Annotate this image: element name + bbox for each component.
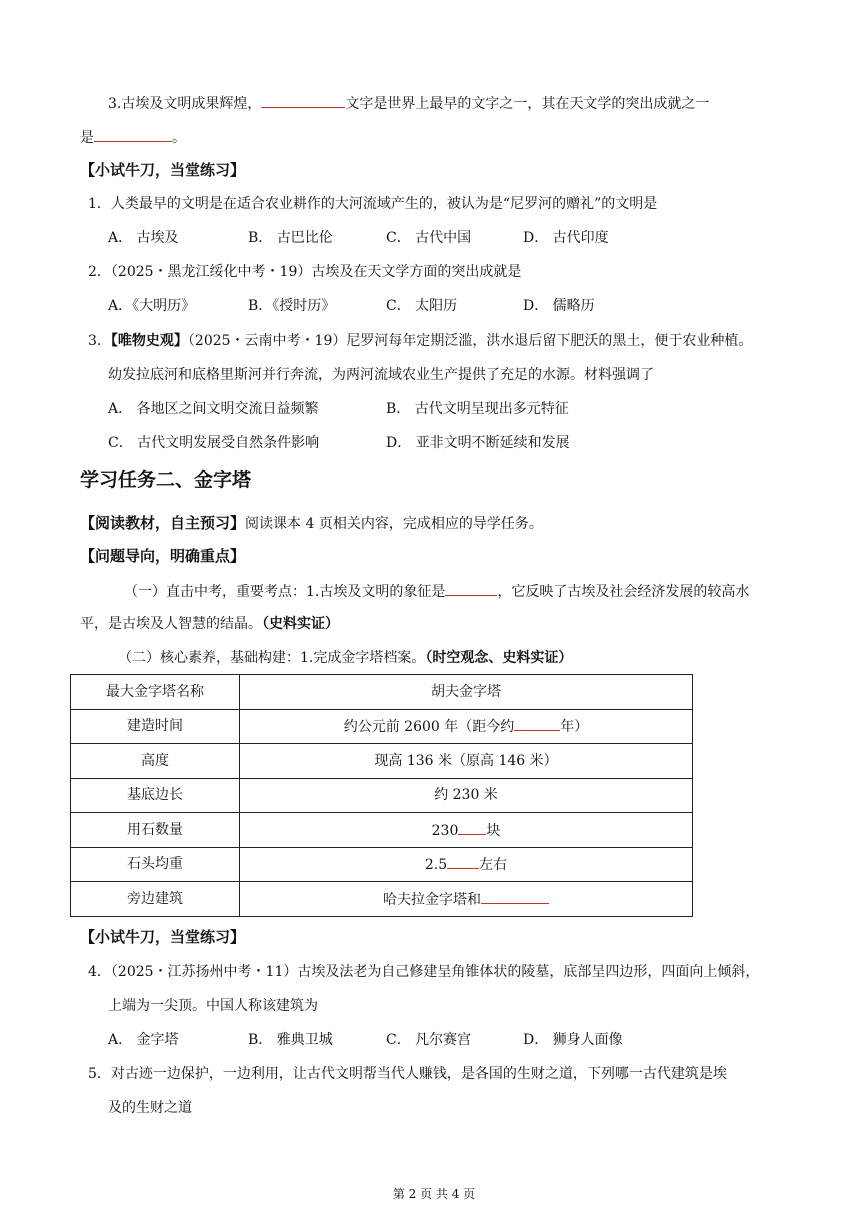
table-row xyxy=(71,882,693,917)
table-row xyxy=(71,847,693,882)
q4-option-a[interactable]: A． 金字塔 xyxy=(108,1032,179,1048)
q2-option-b[interactable]: B．《授时历》 xyxy=(248,298,336,314)
table-key: 建造时间 xyxy=(71,709,240,744)
table-value: 约 230 米 xyxy=(240,778,693,813)
q3-option-c[interactable]: C． 古代文明发展受自然条件影响 xyxy=(108,435,320,451)
answer-blank[interactable] xyxy=(261,92,345,108)
q2-option-d[interactable]: D． 儒略历 xyxy=(523,298,595,314)
question-5: 5．对古迹一边保护，一边利用，让古代文明帮当代人赚钱，是各国的生财之道，下列哪一古代建筑是埃 xyxy=(88,1066,727,1082)
question-4: 4．（2025・江苏扬州中考・11）古埃及法老为自己修建呈角锥体状的陵墓，底部呈四边形，四面向上倾斜， xyxy=(88,964,760,980)
q4-option-b[interactable]: B． 雅典卫城 xyxy=(248,1032,333,1048)
q1-option-b[interactable]: B． 古巴比伦 xyxy=(248,230,333,246)
table-row xyxy=(71,778,693,813)
table-value: 2.5 左右 xyxy=(240,847,693,882)
table-key: 用石数量 xyxy=(71,813,240,848)
q1-option-c[interactable]: C． 古代中国 xyxy=(386,230,472,246)
q2-option-a[interactable]: A．《大明历》 xyxy=(108,298,196,314)
guide-heading: 【问题导向，明确重点】 xyxy=(80,547,246,565)
part-1-line1: （一）直击中考，重要考点：1.古埃及文明的象征是 ，它反映了古埃及社会经济发展的较高水 xyxy=(124,580,749,602)
table-row xyxy=(71,709,693,744)
table-row xyxy=(71,744,693,779)
q3-intro-line1: 3.古埃及文明成果辉煌， 文字是世界上最早的文字之一，其在天文学的突出成就之一 xyxy=(108,92,709,114)
part-1-line2: 平，是古埃及人智慧的结晶。（史料实证） xyxy=(80,616,339,632)
q2-option-c[interactable]: C． 太阳历 xyxy=(386,298,458,314)
question-5-line2: 及的生财之道 xyxy=(108,1100,192,1116)
question-2: 2．（2025・黑龙江绥化中考・19）古埃及在天文学方面的突出成就是 xyxy=(88,264,522,280)
q1-option-a[interactable]: A． 古埃及 xyxy=(108,230,179,246)
practice-heading: 【小试牛刀，当堂练习】 xyxy=(80,928,246,946)
q3-intro-line2: 是 。 xyxy=(80,126,186,148)
question-3: 3．【唯物史观】（2025・云南中考・19）尼罗河每年定期泛滥，洪水退后留下肥沃的黑土，便于农业种植。 xyxy=(88,333,753,349)
q3-option-b[interactable]: B． 古代文明呈现出多元特征 xyxy=(386,401,569,417)
page-footer: 第 2 页 共 4 页 xyxy=(392,1187,476,1201)
answer-blank[interactable] xyxy=(445,580,497,596)
table-row xyxy=(71,813,693,848)
q3-option-d[interactable]: D． 亚非文明不断延续和发展 xyxy=(386,435,570,451)
pyramid-archive-table xyxy=(70,674,693,917)
practice-heading: 【小试牛刀，当堂练习】 xyxy=(80,161,246,179)
answer-blank[interactable] xyxy=(447,853,479,869)
task-2-heading: 学习任务二、金字塔 xyxy=(80,469,252,491)
table-row xyxy=(71,675,693,710)
question-3-line2: 幼发拉底河和底格里斯河并行奔流，为两河流域农业生产提供了充足的水源。材料强调了 xyxy=(108,367,654,383)
q1-option-d[interactable]: D． 古代印度 xyxy=(523,230,609,246)
table-value: 现高 136 米（原高 146 米） xyxy=(240,744,693,779)
q3-option-a[interactable]: A． 各地区之间文明交流日益频繁 xyxy=(108,401,319,417)
answer-blank[interactable] xyxy=(481,888,549,904)
table-value: 约公元前 2600 年（距今约 年） xyxy=(240,709,693,744)
table-value: 230 块 xyxy=(240,813,693,848)
reading-line: 【阅读教材，自主预习】阅读课本 4 页相关内容，完成相应的导学任务。 xyxy=(80,514,543,532)
question-4-line2: 上端为一尖顶。中国人称该建筑为 xyxy=(108,998,318,1014)
q4-option-d[interactable]: D． 狮身人面像 xyxy=(523,1032,623,1048)
answer-blank[interactable] xyxy=(458,819,486,835)
table-key: 石头均重 xyxy=(71,847,240,882)
table-value: 胡夫金字塔 xyxy=(240,675,693,710)
table-key: 高度 xyxy=(71,744,240,779)
q4-option-c[interactable]: C． 凡尔赛宫 xyxy=(386,1032,472,1048)
answer-blank[interactable] xyxy=(94,126,172,142)
question-1: 1．人类最早的文明是在适合农业耕作的大河流域产生的，被认为是“尼罗河的赠礼”的文明是 xyxy=(88,196,658,212)
part-2-line: （二）核心素养，基础构建：1.完成金字塔档案。（时空观念、史料实证） xyxy=(118,650,573,666)
table-value: 哈夫拉金字塔和 xyxy=(240,882,693,917)
table-key: 旁边建筑 xyxy=(71,882,240,917)
table-key: 基底边长 xyxy=(71,778,240,813)
answer-blank[interactable] xyxy=(514,715,560,731)
table-key: 最大金字塔名称 xyxy=(71,675,240,710)
